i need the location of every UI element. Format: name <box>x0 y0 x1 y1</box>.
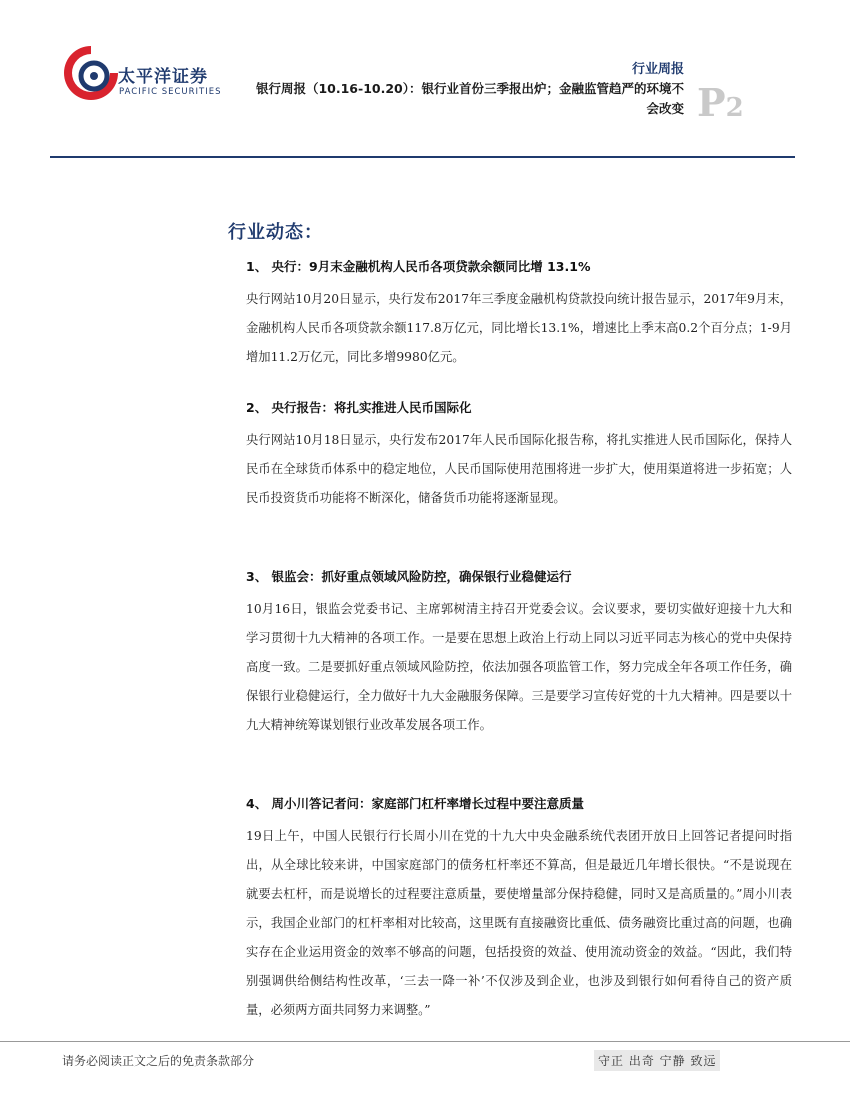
news-heading: 4、 周小川答记者问：家庭部门杠杆率增长过程中要注意质量 <box>246 796 585 811</box>
news-body: 10月16日，银监会党委书记、主席郭树清主持召开党委会议。会议要求，要切实做好迎接十九大和学习贯彻十九大精神的各项工作。一是要在思想上政治上行动上同以习近平同志为核心的党中央保持高度一致。二是要抓好重点领域风险防控，依法加强各项监管工作，努力完成全年各项工作任务，确保银行业稳健运行，全力做好十九大金融服务保障。三是要学习宣传好党的十九大精神。四是要以十九大精神统筹谋划银行业改革发展各项工作。 <box>246 602 792 732</box>
company-logo-icon <box>60 42 122 104</box>
news-heading: 2、 央行报告：将扎实推进人民币国际化 <box>246 400 472 415</box>
brand-name-cn: 太平洋证券 <box>118 67 208 87</box>
header-divider <box>50 156 795 158</box>
news-item <box>246 567 792 740</box>
news-item <box>246 794 792 1025</box>
footer-divider <box>0 1041 850 1042</box>
page-digit: 2 <box>725 93 744 123</box>
brand-name-en: PACIFIC SECURITIES <box>119 87 222 97</box>
news-item <box>246 398 792 513</box>
page-letter: P <box>697 80 726 125</box>
section-title: 行业动态： <box>228 222 323 243</box>
news-heading: 1、 央行：9月末金融机构人民币各项贷款余额同比增 13.1% <box>246 259 591 274</box>
news-heading: 3、 银监会：抓好重点领域风险防控，确保银行业稳健运行 <box>246 569 572 584</box>
news-body: 央行网站10月20日显示，央行发布2017年三季度金融机构贷款投向统计报告显示，2017年9月末，金融机构人民币各项贷款余额117.8万亿元，同比增长13.1%，增速比上季末高0.2个百分点；1-9月增加11.2万亿元，同比多增9980亿元。 <box>246 292 792 364</box>
report-category: 行业周报 <box>631 62 684 77</box>
news-body: 央行网站10月18日显示，央行发布2017年人民币国际化报告称，将扎实推进人民币国际化，保持人民币在全球货币体系中的稳定地位，人民币国际使用范围将进一步扩大，使用渠道将进一步拓宽；人民币投资货币功能将不断深化，储备货币功能将逐渐显现。 <box>246 433 792 505</box>
news-item <box>246 257 792 372</box>
disclaimer-text: 请务必阅读正文之后的免责条款部分 <box>62 1054 255 1068</box>
report-title: 银行周报（10.16-10.20）：银行业首份三季报出炉；金融监管趋严的环境不会改变 <box>255 81 684 116</box>
news-body: 19日上午，中国人民银行行长周小川在党的十九大中央金融系统代表团开放日上回答记者提问时指出，从全球比较来讲，中国家庭部门的债务杠杆率还不算高，但是最近几年增长很快。“不是说现在就要去杠杆，而是说增长的过程要注意质量，要使增量部分保持稳健，同时又是高质量的。”周小川表示，我国企业部门的杠杆率相对比较高，这里既有直接融资比重低、债务融资比重过高的问题，也确实存在企业运用资金的效率不够高的问题，包括投资的效益、使用流动资金的效益。“因此，我们特别强调供给侧结构性改革，‘三去一降一补’不仅涉及到企业，也涉及到银行如何看待自己的资产质量，必须两方面共同努力来调整。” <box>246 829 792 1017</box>
company-motto: 守正 出奇 宁静 致远 <box>594 1050 720 1071</box>
page-number <box>697 80 744 127</box>
